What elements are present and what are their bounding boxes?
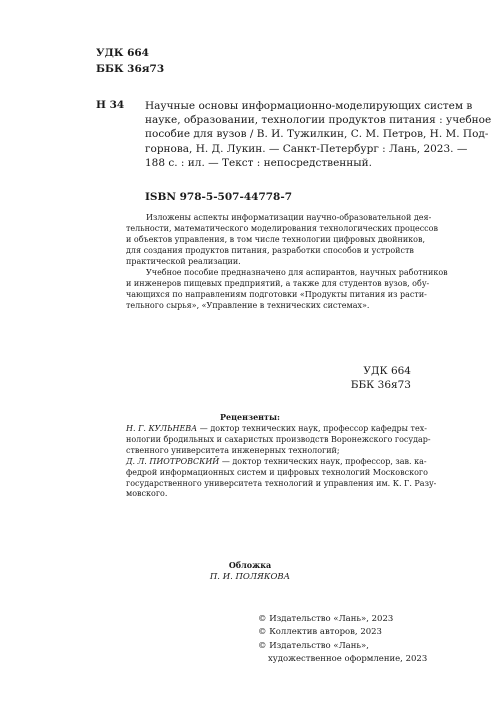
annotation xyxy=(126,212,448,311)
copyright-line: художественное оформление, 2023 xyxy=(268,653,428,664)
reviewer-line: мовского. xyxy=(126,489,168,499)
isbn: ISBN 978-5-507-44778-7 xyxy=(145,191,293,203)
copyright-line: © Коллектив авторов, 2023 xyxy=(258,627,382,638)
biblio-line: горнова, Н. Д. Лукин. — Санкт-Петербург : Лань, 2023. — xyxy=(145,142,468,155)
annotation-line: Учебное пособие предназначено для аспирантов, научных работников xyxy=(146,268,448,277)
author-mark: Н 34 xyxy=(96,99,125,111)
cover-label: Обложка xyxy=(228,560,272,570)
reviewer-name: Н. Г. КУЛЬНЕВА xyxy=(126,424,198,433)
reviewer-name: Д. Л. ПИОТРОВСКИЙ xyxy=(126,456,220,466)
reviewer-line: ственного университета инженерных технологий; xyxy=(126,445,340,455)
annotation-line: Изложены аспекты информатизации научно-образовательной дея- xyxy=(146,213,432,222)
biblio-line: Научные основы информационно-моделирующих систем в xyxy=(145,100,473,112)
biblio-line: науке, образовании, технологии продуктов питания : учебное xyxy=(145,114,492,127)
bbk-code-repeat: ББК 36я73 xyxy=(350,378,411,391)
cover-designer: П. И. ПОЛЯКОВА xyxy=(209,572,291,582)
udk-code-repeat: УДК 664 xyxy=(363,365,411,377)
annotation-line: чающихся по направлениям подготовки «Продукты питания из расти- xyxy=(126,290,427,299)
bbk-code: ББК 36я73 xyxy=(96,63,165,75)
reviewer-line: нологии бродильных и сахаристых производств Воронежского государ- xyxy=(126,434,431,444)
copyright-block xyxy=(258,613,427,666)
annotation-line: тельного сырья», «Управление в технических системах». xyxy=(126,301,370,310)
copyright-line: © Издательство «Лань», xyxy=(258,640,369,651)
biblio-line: пособие для вузов / В. И. Тужилкин, С. М. Петров, Н. М. Под- xyxy=(145,128,489,141)
reviewer-line: федрой информационных систем и цифровых технологий Московского xyxy=(126,467,428,477)
reviewer-line: Н. Г. КУЛЬНЕВА — доктор технических наук, профессор кафедры тех- xyxy=(126,424,427,433)
annotation-line: тельности, математического моделирования технологических процессов xyxy=(126,224,438,233)
annotation-line: и инженеров пищевых предприятий, а также для студентов вузов, обу- xyxy=(126,279,430,288)
annotation-line: и объектов управления, в том числе технологии цифровых двойников, xyxy=(126,235,426,244)
copyright-line: © Издательство «Лань», 2023 xyxy=(258,614,394,624)
classification-repeat xyxy=(300,365,411,392)
bibliographic-record xyxy=(145,99,492,170)
udk-code: УДК 664 xyxy=(96,47,149,59)
reviewers-heading: Рецензенты: xyxy=(220,412,280,422)
annotation-line: практической реализации. xyxy=(126,257,241,266)
reviewer-line: государственного университета технологий и управления им. К. Г. Разу- xyxy=(126,478,437,488)
reviewers-list xyxy=(126,424,437,500)
annotation-line: для создания продуктов питания, разработки способов и устройств xyxy=(126,246,414,255)
reviewer-line: Д. Л. ПИОТРОВСКИЙ — доктор технических наук, профессор, зав. ка- xyxy=(126,456,427,466)
classification-block xyxy=(96,45,164,77)
biblio-line: 188 с. : ил. — Текст : непосредственный. xyxy=(145,156,372,169)
